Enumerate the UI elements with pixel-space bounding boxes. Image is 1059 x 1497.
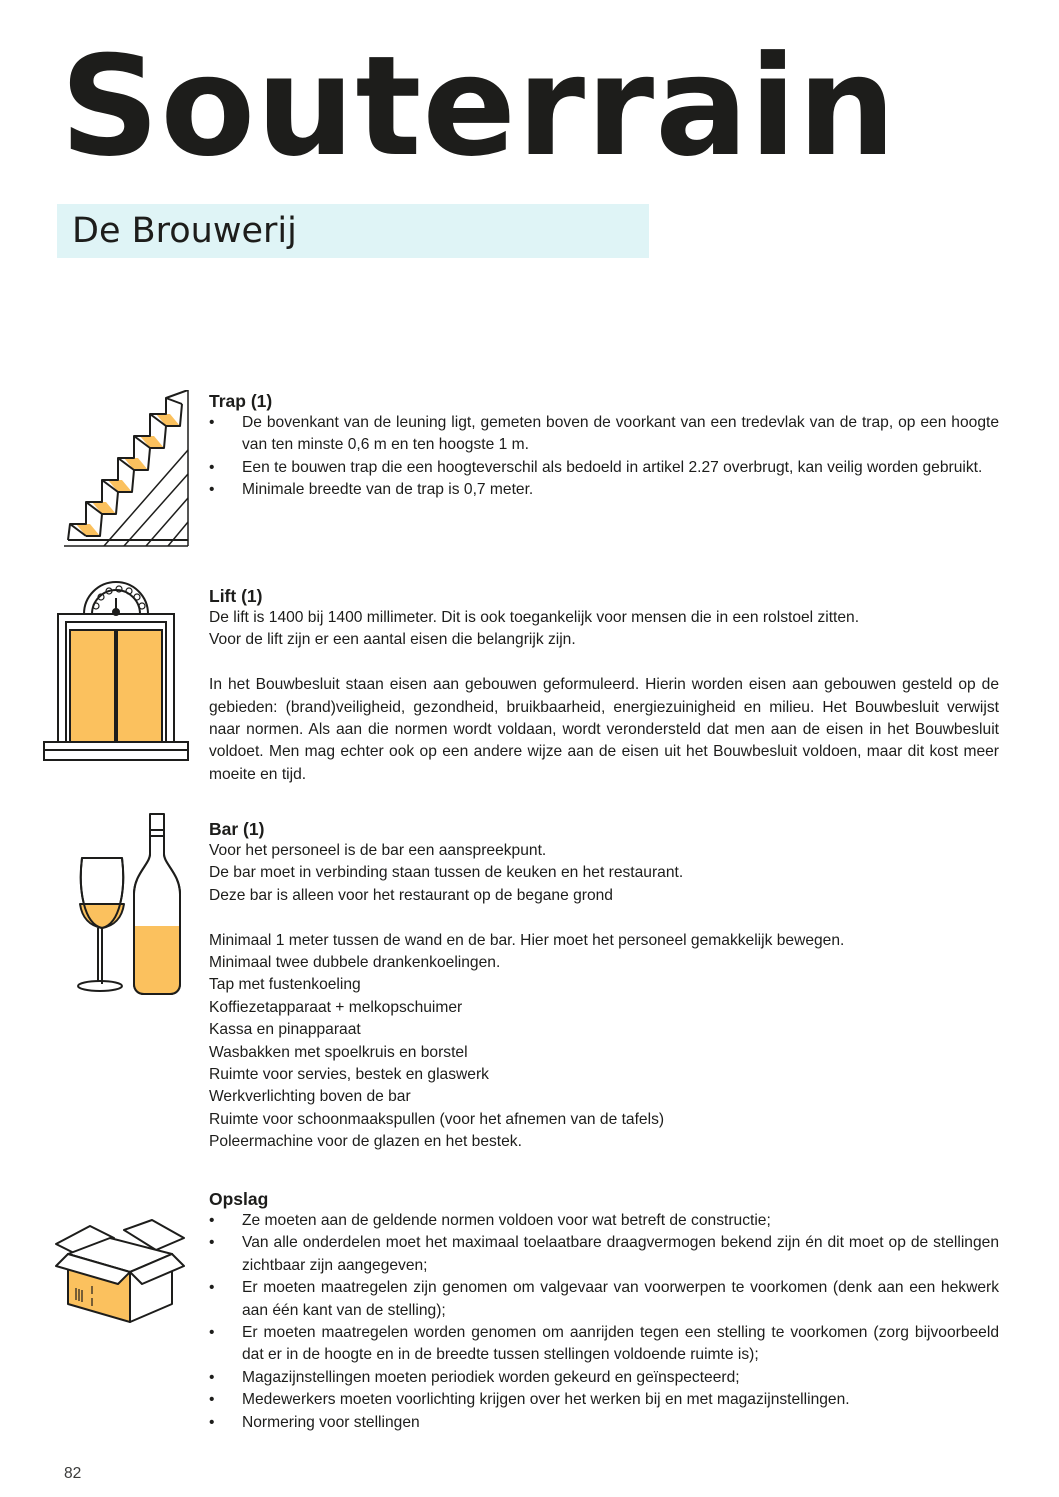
section-opslag	[209, 1188, 999, 1434]
list-item: Kassa en pinapparaat	[209, 1021, 361, 1039]
list-item: • Van alle onderdelen moet het maximaal toelaatbare draagvermogen bekend zijn én dit moet op de stellingen zichtbaar zijn aangegeven;	[209, 1232, 999, 1277]
box-icon	[52, 1218, 188, 1330]
text-line: Voor de lift zijn er een aantal eisen die belangrijk zijn.	[209, 631, 576, 649]
list-item: Tap met fustenkoeling	[209, 976, 361, 994]
bullet-list	[209, 1210, 999, 1434]
list-item: Koffiezetapparaat + melkopschuimer	[209, 998, 463, 1016]
list-item: • Er moeten maatregelen worden genomen om aanrijden tegen een stelling te voorkomen (zorg bijvoorbeeld dat er in de hoogte en in de breedte tussen stellingen voldoende ruimte is);	[209, 1322, 999, 1367]
section-trap	[209, 390, 999, 502]
bullet-list	[209, 412, 999, 502]
text-line: De lift is 1400 bij 1400 millimeter. Dit is ook toegankelijk voor mensen die in een rolstoel zitten.	[209, 609, 860, 626]
paragraph: In het Bouwbesluit staan eisen aan gebouwen geformuleerd. Hierin worden eisen aan gebouwen gesteld op de gebieden: (brand)veiligheid, gezondheid, bruikbaarheid, energiezuinigheid en milieu. Het Bouwbesluit verwijst naar normen. Als aan die normen wordt voldaan, wordt verondersteld dat men aan de eisen in het Bouwbesluit voldoet. Men mag echter ook op een andere wijze aan de eisen uit het Bouwbesluit voldoen, maar dit kost meer moeite en tijd.	[209, 676, 999, 783]
list-item: • Ze moeten aan de geldende normen voldoen voor wat betreft de constructie;	[209, 1210, 999, 1232]
page-subtitle: De Brouwerij	[72, 211, 297, 251]
list-item: Poleermachine voor de glazen en het bestek.	[209, 1133, 522, 1151]
text-line: Deze bar is alleen voor het restaurant op de begane grond	[209, 886, 613, 904]
list-item: Werkverlichting boven de bar	[209, 1088, 411, 1106]
section-heading: Bar (1)	[209, 819, 265, 839]
text-line: Voor het personeel is de bar een aanspreekpunt.	[209, 842, 547, 859]
list-item: • Normering voor stellingen	[209, 1412, 999, 1434]
list-item: Minimaal 1 meter tussen de wand en de bar. Hier moet het personeel gemakkelijk bewegen.	[209, 931, 845, 949]
wine-glass-bottle-icon	[70, 812, 190, 1002]
list-item: Ruimte voor servies, bestek en glaswerk	[209, 1066, 489, 1084]
elevator-icon	[42, 574, 190, 764]
section-heading: Opslag	[209, 1189, 269, 1209]
stairs-icon	[64, 390, 192, 550]
section-heading: Lift (1)	[209, 586, 263, 606]
list-item: • Er moeten maatregelen zijn genomen om valgevaar van voorwerpen te voorkomen (denk aan een hekwerk aan één kant van de stelling);	[209, 1277, 999, 1322]
list-item: Ruimte voor schoonmaakspullen (voor het afnemen van de tafels)	[209, 1110, 665, 1128]
list-item: Minimaal twee dubbele drankenkoelingen.	[209, 954, 501, 972]
list-item: • Minimale breedte van de trap is 0,7 meter.	[209, 479, 999, 501]
list-item: • De bovenkant van de leuning ligt, gemeten boven de voorkant van een tredevlak van de trap, op een hoogte van ten minste 0,6 m en ten hoogste 1 m.	[209, 412, 999, 457]
text-line: De bar moet in verbinding staan tussen de keuken en het restaurant.	[209, 864, 684, 882]
section-bar	[209, 818, 999, 1154]
page-number: 82	[64, 1465, 82, 1482]
list-item: Wasbakken met spoelkruis en borstel	[209, 1043, 468, 1061]
section-heading: Trap (1)	[209, 391, 273, 411]
list-item: • Een te bouwen trap die een hoogteverschil als bedoeld in artikel 2.27 overbrugt, kan veilig worden gebruikt.	[209, 457, 999, 479]
list-item: • Magazijnstellingen moeten periodiek worden gekeurd en geïnspecteerd;	[209, 1367, 999, 1389]
list-item: • Medewerkers moeten voorlichting krijgen over het werken bij en met magazijnstellingen.	[209, 1389, 999, 1411]
page-title: Souterrain	[60, 26, 897, 187]
section-lift	[209, 585, 999, 786]
